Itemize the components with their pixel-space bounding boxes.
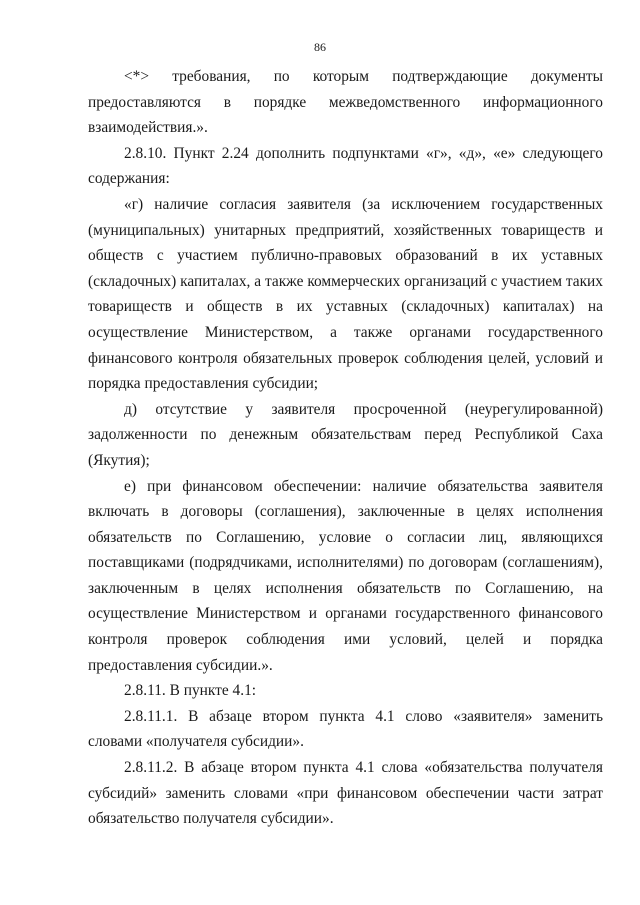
paragraph-2-8-11: 2.8.11. В пункте 4.1: xyxy=(124,682,257,700)
paragraph-2-8-11-2: 2.8.11.2. В абзаце втором пункта 4.1 слова «обязательства получателя субсидий» заменить словами «при финансовом обеспечении части затрат обязательство получателя субсидии». xyxy=(88,759,603,828)
document-body xyxy=(88,64,603,832)
subitem-d: д) отсутствие у заявителя просроченной (неурегулированной) задолженности по денежным обязательствам перед Республикой Саха (Якутия); xyxy=(88,400,603,469)
page-number: 86 xyxy=(314,40,326,54)
paragraph-2-8-11-1: 2.8.11.1. В абзаце втором пункта 4.1 слово «заявителя» заменить словами «получателя субсидии». xyxy=(88,707,603,751)
paragraph-2-8-10: 2.8.10. Пункт 2.24 дополнить подпунктами «г», «д», «е» следующего содержания: xyxy=(88,144,603,188)
subitem-g: «г) наличие согласия заявителя (за исключением государственных (муниципальных) унитарных предприятий, хозяйственных товариществ и обществ с участием публично-правовых образований в их уставных (складочных) капиталах, а также коммерческих организаций с участием таких товариществ и обществ в их уставных (складочных) капиталах) на осуществление Министерством, а также органами государственного финансового контроля обязательных проверок соблюдения целей, условий и порядка предоставления субсидии; xyxy=(88,195,603,393)
subitem-e: е) при финансовом обеспечении: наличие обязательства заявителя включать в договоры (соглашения), заключенные в целях исполнения обязательств по Соглашению, условие о согласии лиц, являющихся поставщиками (подрядчиками, исполнителями) по договорам (соглашениям), заключенным в целях исполнения обязательств по Соглашению, на осуществление Министерством и органами государственного финансового контроля проверок соблюдения ими условий, целей и порядка предоставления субсидии.». xyxy=(88,477,603,674)
footnote-paragraph: <*> требования, по которым подтверждающие документы предоставляются в порядке межведомственного информационного взаимодействия.». xyxy=(88,68,603,137)
